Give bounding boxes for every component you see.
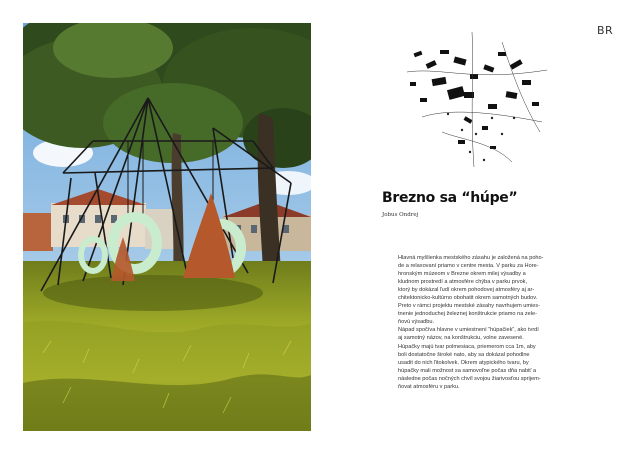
- body-line: Hlavná myšlienka mestského zásahu je založená na poho-: [398, 255, 544, 261]
- body-line: chitektonicko-kultúrno obohatit okrem samotných budov.: [398, 295, 538, 302]
- body-line: aj samotný názov, na konštrukciu, volne zavesené.: [398, 335, 524, 342]
- site-plan-map: [402, 22, 552, 172]
- site-plan-drawing: [402, 22, 552, 172]
- body-line: ktorý by dokázal ľudí okrem pohodovej atmosféry aj ar-: [398, 287, 535, 294]
- body-line: Nápad spočíva hlavne v umiestnení “húpačiek”, ako tvrdí: [398, 327, 539, 334]
- body-line: de a relaxovaní priamo v centre mesta. V parku za Hore-: [398, 263, 539, 270]
- body-line: tnenie jednoduchej železnej konštrukcie priamo na zele-: [398, 311, 537, 318]
- body-line: Húpačky majú tvar polmesiaca, priemerom cca 1m, aby: [398, 343, 536, 350]
- park-render-image: [23, 23, 311, 431]
- body-paragraph-1: [398, 254, 558, 326]
- body-line: kludnom prostredí a atmosfére chýba v parku prvok,: [398, 279, 528, 286]
- body-line: ňovú výsadbu.: [398, 319, 435, 326]
- body-line: usadit do nich ľitokolvek. Okrem atypického tvaru, by: [398, 359, 529, 366]
- body-line: Preto v rámci projektu mestské zásahy navrhujem umies-: [398, 303, 541, 310]
- body-line: boli dostatočne široké nato, aby sa dokázal pohodlne: [398, 351, 530, 358]
- body-line: húpačky mali možnost sa samovoľne počas dňa nabiť a: [398, 367, 537, 374]
- page-code: BR: [597, 24, 614, 37]
- body-line: ňovat atmosféru v parku.: [398, 383, 460, 390]
- article-author: Jobus Ondrej: [382, 212, 419, 218]
- body-paragraph-2: [398, 326, 558, 390]
- body-line: následne počas nočných chvíl svojou žiarivosťou sprijem-: [398, 375, 541, 382]
- body-line: hronským múzeom v Brezne okrem milej výsadby a: [398, 271, 526, 278]
- render-illustration: [23, 23, 311, 431]
- article-title: Brezno sa “húpe”: [382, 190, 518, 206]
- article-body: [398, 254, 558, 391]
